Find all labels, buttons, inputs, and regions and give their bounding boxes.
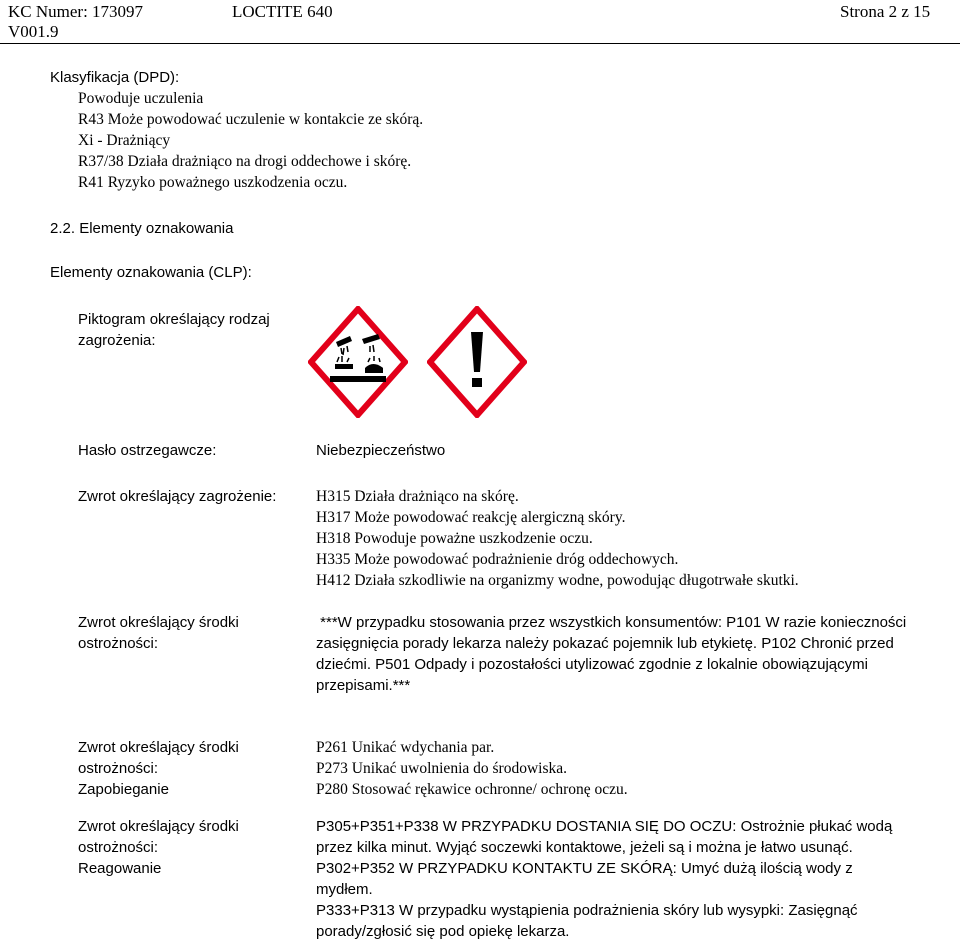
- precaution-label-line: Zwrot określający środki: [78, 818, 239, 835]
- dpd-lines: [78, 88, 423, 193]
- hazard-label: Zwrot określający zagrożenie:: [78, 488, 277, 505]
- header-rule: [0, 43, 960, 44]
- hazard-statement: H335 Może powodować podrażnienie dróg oddechowych.: [316, 551, 679, 568]
- precaution-prevention-label: [78, 737, 239, 800]
- precaution-general-line: ***W przypadku stosowania przez wszystkich konsumentów: P101 W razie konieczności: [316, 614, 907, 631]
- precaution-response-line: P302+P352 W PRZYPADKU KONTAKTU ZE SKÓRĄ: Umyć dużą ilością wody z: [316, 860, 853, 877]
- precaution-response-line: P333+P313 W przypadku wystąpienia podrażnienia skóry lub wysypki: Zasięgnąć: [316, 902, 858, 919]
- precaution-response-text: [316, 816, 892, 942]
- precaution-response-line: mydłem.: [316, 881, 373, 898]
- precaution-general-label: [78, 612, 239, 654]
- dpd-heading: Klasyfikacja (DPD):: [50, 69, 180, 86]
- signal-word-value: Niebezpieczeństwo: [316, 442, 446, 459]
- dpd-line: R43 Może powodować uczulenie w kontakcie ze skórą.: [78, 111, 424, 128]
- dpd-line: R41 Ryzyko poważnego uszkodzenia oczu.: [78, 174, 348, 191]
- product-name: LOCTITE 640: [232, 2, 333, 21]
- precaution-response-line: porady/zgłosić się pod opiekę lekarza.: [316, 923, 570, 940]
- corrosion-pictogram-icon: [308, 306, 408, 418]
- dpd-line: Powoduje uczulenia: [78, 90, 204, 107]
- pictogram-label-line: zagrożenia:: [78, 332, 156, 349]
- precaution-label-line: Reagowanie: [78, 860, 162, 877]
- section-title: Elementy oznakowania: [79, 220, 234, 237]
- precaution-prevention-line: P280 Stosować rękawice ochronne/ ochronę oczu.: [316, 781, 628, 798]
- version: V001.9: [8, 22, 59, 41]
- precaution-label-line: Zapobieganie: [78, 781, 169, 798]
- hazard-statement: H315 Działa drażniąco na skórę.: [316, 488, 519, 505]
- precaution-label-line: Zwrot określający środki: [78, 614, 239, 631]
- hazard-statement: H317 Może powodować reakcję alergiczną skóry.: [316, 509, 626, 526]
- pictogram-label-line: Piktogram określający rodzaj: [78, 311, 270, 328]
- kc-number: KC Numer: 173097: [8, 2, 144, 21]
- precaution-label-line: Zwrot określający środki: [78, 739, 239, 756]
- page-number: Strona 2 z 15: [840, 2, 931, 21]
- precaution-prevention-line: P273 Unikać uwolnienia do środowiska.: [316, 760, 567, 777]
- precaution-response-line: P305+P351+P338 W PRZYPADKU DOSTANIA SIĘ DO OCZU: Ostrożnie płukać wodą: [316, 818, 893, 835]
- hazard-statements: [316, 486, 799, 591]
- precaution-general-text: [316, 612, 906, 696]
- precaution-label-line: ostrożności:: [78, 760, 159, 777]
- precaution-prevention-text: [316, 737, 628, 800]
- precaution-response-line: przez kilka minut. Wyjąć soczewki kontaktowe, jeżeli są i można je łatwo usunąć.: [316, 839, 853, 856]
- pictogram-label: [78, 309, 270, 351]
- precaution-response-label: [78, 816, 239, 879]
- precaution-general-line: zasięgnięcia porady lekarza należy pokazać pojemnik lub etykietę. P102 Chronić przed: [316, 635, 894, 652]
- precaution-label-line: ostrożności:: [78, 635, 159, 652]
- precaution-general-line: dziećmi. P501 Odpady i pozostałości utylizować zgodnie z lokalnie obowiązującymi: [316, 656, 868, 673]
- precaution-prevention-line: P261 Unikać wdychania par.: [316, 739, 495, 756]
- signal-word-label: Hasło ostrzegawcze:: [78, 442, 217, 459]
- exclamation-pictogram-icon: [427, 306, 527, 418]
- precaution-label-line: ostrożności:: [78, 839, 159, 856]
- precaution-general-line: przepisami.***: [316, 677, 411, 694]
- section-heading: [50, 218, 233, 239]
- dpd-line: R37/38 Działa drażniąco na drogi oddechowe i skórę.: [78, 153, 412, 170]
- hazard-statement: H412 Działa szkodliwie na organizmy wodne, powodując długotrwałe skutki.: [316, 572, 799, 589]
- dpd-line: Xi - Drażniący: [78, 132, 171, 149]
- hazard-statement: H318 Powoduje poważne uszkodzenie oczu.: [316, 530, 593, 547]
- clp-heading: Elementy oznakowania (CLP):: [50, 264, 252, 281]
- section-number: 2.2.: [50, 220, 76, 237]
